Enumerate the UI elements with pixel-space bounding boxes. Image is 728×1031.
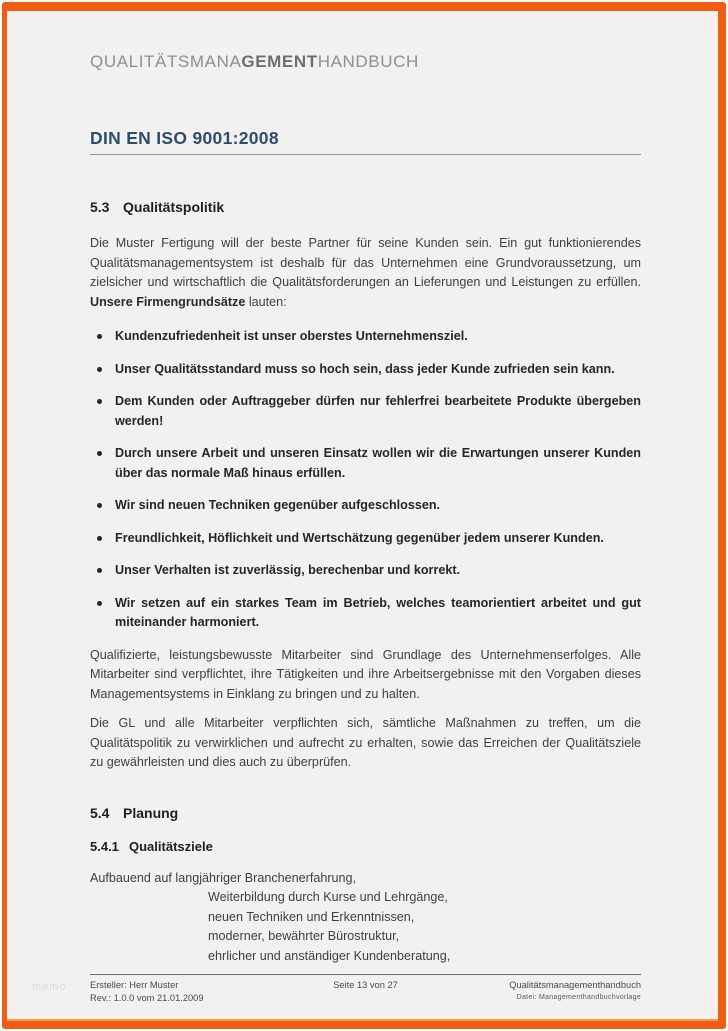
policy-intro-paragraph: [90, 234, 641, 312]
list-item: Unser Verhalten ist zuverlässig, berechenbar und korrekt.: [90, 561, 641, 581]
policy-intro-text: Die Muster Fertigung will der beste Partner für seine Kunden sein. Ein gut funktionierendes Qualitätsmanagementsystem ist deshalb für das Unternehmen eine Grundvoraussetzung, um zielsicher und wirtschaftlich die Qualitätsforderungen an Lieferungen und Leistungen zu erfüllen.: [90, 236, 641, 289]
management-paragraph: Die GL und alle Mitarbeiter verpflichten sich, sämtliche Maßnahmen zu treffen, um die Qualitätspolitik zu verwirklichen und aufrecht zu erhalten, sowie das Erreichen der Qualitätsziele zu gewährleisten und dies auch zu überprüfen.: [90, 716, 641, 769]
section-title: Planung: [123, 804, 179, 821]
list-item: Kundenzufriedenheit ist unser oberstes Unternehmensziel.: [90, 327, 641, 347]
policy-intro-tail: lauten:: [245, 294, 287, 309]
footer-file-name: Datei: Managementhandbuchvorlage: [516, 994, 642, 1001]
section-heading-policy: [90, 199, 641, 216]
employees-paragraph: Qualifizierte, leistungsbewusste Mitarbeiter sind Grundlage des Unternehmenserfolges. Alle Mitarbeiter sind verpflichtet, ihre Tätigkeiten und ihre Arbeitsergebnisse mit den Vorgaben dieses Managementsystems in Einklang zu bringen und zu halten.: [90, 647, 641, 701]
section-title: Qualitätspolitik: [123, 199, 225, 215]
document-page: [2, 2, 726, 1029]
list-item: Dem Kunden oder Auftraggeber dürfen nur fehlerfrei bearbeitete Produkte übergeben werden!: [90, 392, 641, 431]
section-heading-planning: [90, 805, 641, 822]
list-item: Durch unsere Arbeit und unseren Einsatz wollen wir die Erwartungen unserer Kunden über das normale Maß hinaus erfüllen.: [90, 444, 641, 483]
principles-list: [90, 327, 641, 633]
list-item: Wir sind neuen Techniken gegenüber aufgeschlossen.: [90, 496, 641, 516]
document-title-part3: HANDBUCH: [317, 52, 419, 71]
footer-creator-block: [90, 979, 274, 1005]
document-title: [90, 52, 641, 72]
footer-revision: Rev.: 1.0.0 vom 21.01.2009: [90, 993, 204, 1003]
list-item: Freundlichkeit, Höflichkeit und Wertschätzung gegenüber jedem unserer Kunden.: [90, 529, 641, 549]
footer-page-number: Seite 13 von 27: [333, 980, 398, 990]
goals-line: ehrlicher und anständiger Kundenberatung,: [208, 948, 451, 963]
watermark: memo: [32, 981, 67, 993]
goals-block: [90, 869, 641, 967]
goals-lead-line: Aufbauend auf langjähriger Branchenerfahrung,: [90, 870, 357, 885]
section-heading-goals: [90, 839, 641, 855]
document-title-part1: QUALITÄTSMANA: [90, 52, 242, 71]
section-number: 5.4.1: [90, 838, 119, 854]
footer-creator: Ersteller: Herr Muster: [90, 980, 179, 990]
list-item: Unser Qualitätsstandard muss so hoch sein, dass jeder Kunde zufrieden sein kann.: [90, 360, 641, 380]
page-footer: [90, 974, 641, 1005]
footer-handbook-block: [457, 979, 641, 1003]
section-number: 5.3: [90, 199, 110, 215]
section-number: 5.4: [90, 804, 110, 821]
goals-line: Weiterbildung durch Kurse und Lehrgänge,: [208, 890, 448, 904]
list-item: Wir setzen auf ein starkes Team im Betrieb, welches teamorientiert arbeitet und gut miteinander harmoniert.: [90, 594, 641, 633]
page-content: [90, 11, 641, 966]
policy-intro-bold: Unsere Firmengrundsätze: [90, 294, 246, 309]
standard-heading: DIN EN ISO 9001:2008: [90, 129, 641, 155]
document-title-part2: GEMENT: [241, 52, 318, 71]
goals-line: moderner, bewährter Bürostruktur,: [208, 929, 400, 943]
section-title: Qualitätsziele: [129, 838, 213, 854]
goals-line: neuen Techniken und Erkenntnissen,: [208, 909, 415, 924]
footer-handbook-title: Qualitätsmanagementhandbuch: [509, 980, 642, 990]
